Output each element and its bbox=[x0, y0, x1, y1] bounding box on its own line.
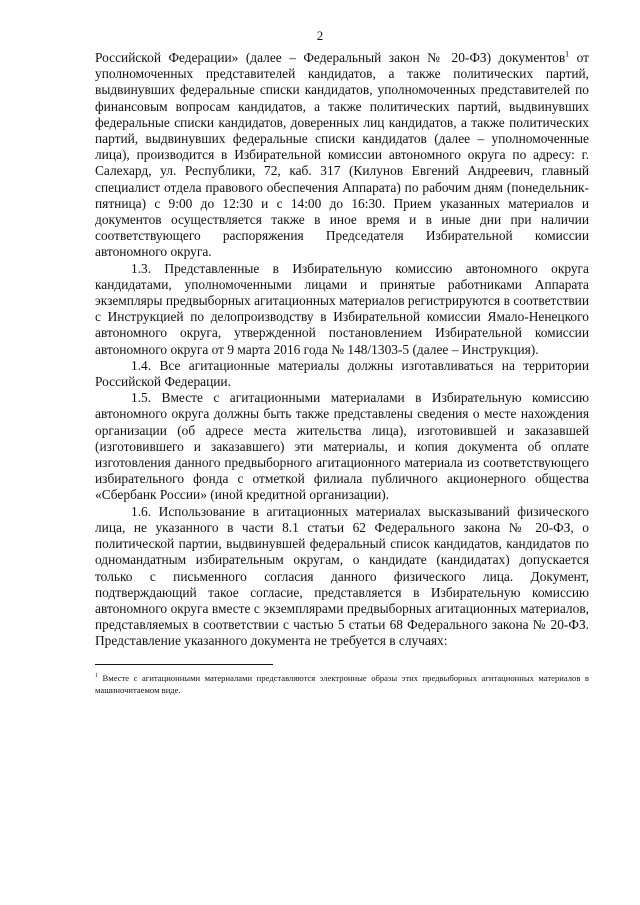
footnote-marker: 1 bbox=[95, 673, 98, 680]
footnote bbox=[95, 672, 589, 696]
page-number: 2 bbox=[316, 28, 324, 43]
paragraph-1-6: 1.6. Использование в агитационных материалах высказываний физического лица, не указанного в части 8.1 статьи 62 Федерального закона № 20-ФЗ, о политической партии, выдвинувшей федеральный список кандидатов, кандидатов по одномандатным избирательным округам, о кандидате (кандидатах) допускается только с письменного согласия данного физического лица. Документ, подтверждающий такое согласие, представляется в Избирательную комиссию автономного округа вместе с экземплярами предвыборных агитационных материалов, представляемых в соответствии с частью 5 статьи 68 Федерального закона № 20-ФЗ. Представление указанного документа не требуется в случаях: bbox=[95, 503, 589, 649]
paragraph-1-5: 1.5. Вместе с агитационными материалами в Избирательную комиссию автономного округа должны быть также представлены сведения о месте нахождения организации (об адресе места жительства лица), изготовившей и заказавшей (изготовившего и заказавшего) эти материалы, и копия документа об оплате изготовления данного предвыборного агитационного материала из соответствующего избирательного фонда с отметкой филиала публичного акционерного общества «Сбербанк России» (иной кредитной организации). bbox=[95, 390, 589, 503]
paragraph-continuation bbox=[95, 50, 589, 261]
body-text bbox=[95, 50, 589, 650]
paragraph-1-4: 1.4. Все агитационные материалы должны изготавливаться на территории Российской Федерации. bbox=[95, 357, 589, 390]
paragraph-text-before-footnote: Российской Федерации» (далее – Федеральный закон № 20-ФЗ) документов bbox=[95, 50, 566, 65]
footnote-reference: 1 bbox=[565, 49, 570, 59]
paragraph-1-3: 1.3. Представленные в Избирательную комиссию автономного округа кандидатами, уполномоченными лицами и принятые работниками Аппарата экземпляры предвыборных агитационных материалов регистрируются в соответствии с Инструкцией по делопроизводству в Избирательной комиссии Ямало-Ненецкого автономного округа, утвержденной постановлением Избирательной комиссии автономного округа от 9 марта 2016 года № 148/1303-5 (далее – Инструкция). bbox=[95, 260, 589, 357]
footnote-separator bbox=[95, 664, 273, 665]
footnote-text: Вместе с агитационными материалами представляются электронные образы этих предвыборных агитационных материалов в машиночитаемом виде. bbox=[95, 673, 589, 695]
paragraph-text-after-footnote: от уполномоченных представителей кандидатов, а также политических партий, выдвинувших федеральные списки кандидатов, уполномоченных представителей по финансовым вопросам кандидатов, а также политических партий, выдвинувших федеральные списки кандидатов, доверенных лиц кандидатов, а также политических партий, выдвинувших федеральные списки кандидатов (далее – уполномоченные лица), производится в Избирательной комиссии автономного округа по адресу: г. Салехард, ул. Республики, 72, каб. 317 (Килунов Евгений Андреевич, главный специалист отдела правового обеспечения Аппарата) по рабочим дням (понедельник-пятница) с 9:00 до 12:30 и с 14:00 до 16:30. Прием указанных материалов и документов осуществляется также в иное время и в иные дни при наличии соответствующего распоряжения Председателя Избирательной комиссии автономного округа. bbox=[95, 50, 589, 260]
